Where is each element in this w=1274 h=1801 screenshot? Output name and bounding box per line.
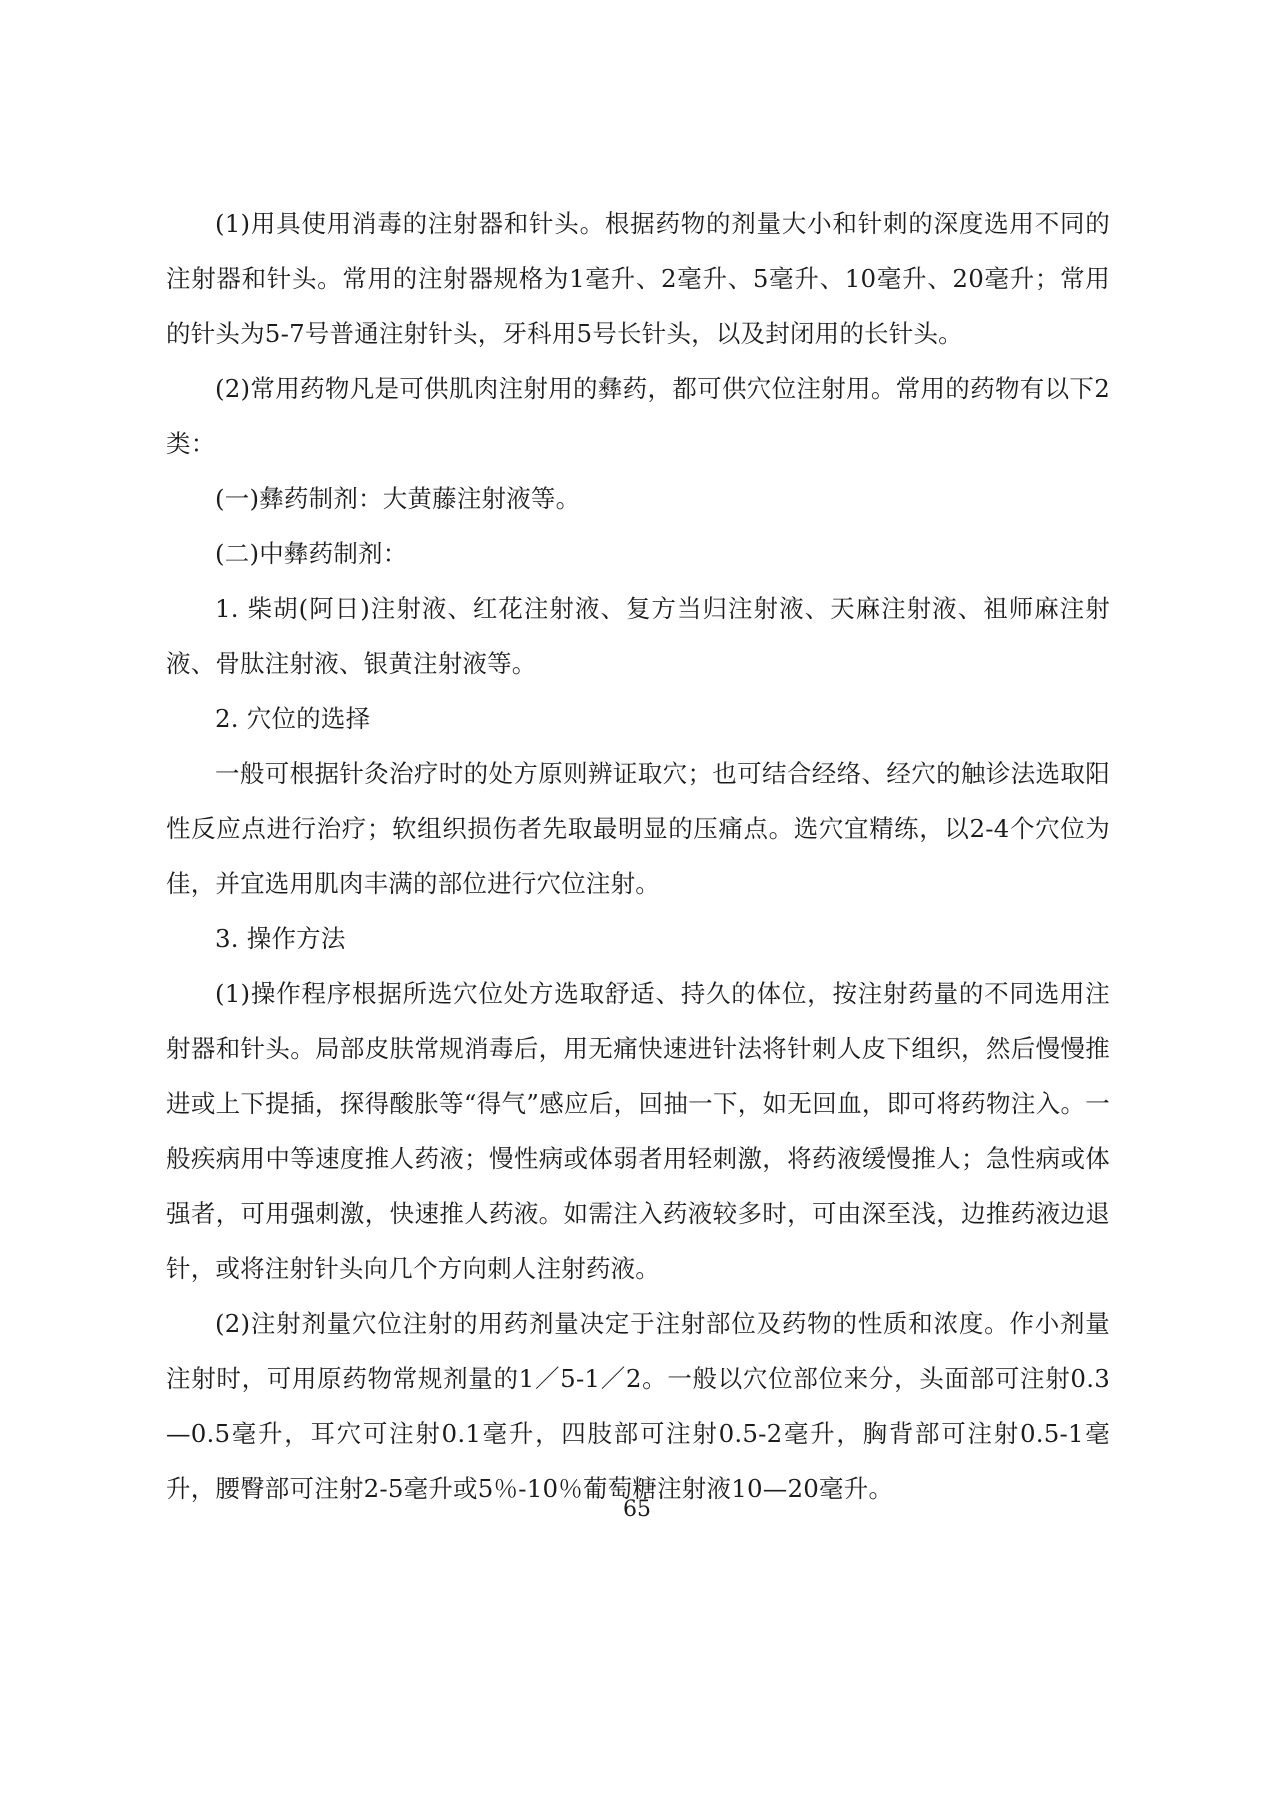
paragraph: (1)操作程序根据所选穴位处方选取舒适、持久的体位，按注射药量的不同选用注射器和针头。局部皮肤常规消毒后，用无痛快速进针法将针刺人皮下组织，然后慢慢推进或上下提插，探得酸胀等“得气”感应后，回抽一下，如无回血，即可将药物注入。一般疾病用中等速度推人药液；慢性病或体弱者用轻刺激，将药液缓慢推人；急性病或体强者，可用强刺激，快速推人药液。如需注入药液较多时，可由深至浅，边推药液边退针，或将注射针头向几个方向刺人注射药液。 [166,979,1110,1283]
page-body [166,196,1110,1516]
paragraph: 一般可根据针灸治疗时的处方原则辨证取穴；也可结合经络、经穴的触诊法选取阳性反应点进行治疗；软组织损伤者先取最明显的压痛点。选穴宜精练，以2-4个穴位为佳，并宜选用肌肉丰满的部位进行穴位注射。 [166,759,1110,898]
page-number: 65 [623,1497,651,1522]
paragraph: 2. 穴位的选择 [215,704,371,733]
paragraph: (2)常用药物凡是可供肌肉注射用的彝药，都可供穴位注射用。常用的药物有以下2类： [166,374,1110,458]
paragraph: 3. 操作方法 [215,924,346,953]
paragraph: (2)注射剂量穴位注射的用药剂量决定于注射部位及药物的性质和浓度。作小剂量注射时，可用原药物常规剂量的1／5-1／2。一般以穴位部位来分，头面部可注射0.3—0.5毫升，耳穴可注射0.1毫升，四肢部可注射0.5-2毫升，胸背部可注射0.5-1毫升，腰臀部可注射2-5毫升或5％-10％葡萄糖注射液10—20毫升。 [166,1309,1110,1503]
paragraph: (一)彝药制剂：大黄藤注射液等。 [215,484,581,513]
paragraph: 1. 柴胡(阿日)注射液、红花注射液、复方当归注射液、天麻注射液、祖师麻注射液、骨肽注射液、银黄注射液等。 [166,594,1110,678]
paragraph: (二)中彝药制剂： [215,539,408,568]
paragraph: (1)用具使用消毒的注射器和针头。根据药物的剂量大小和针刺的深度选用不同的注射器和针头。常用的注射器规格为1毫升、2毫升、5毫升、10毫升、20毫升；常用的针头为5-7号普通注射针头，牙科用5号长针头，以及封闭用的长针头。 [166,209,1110,348]
